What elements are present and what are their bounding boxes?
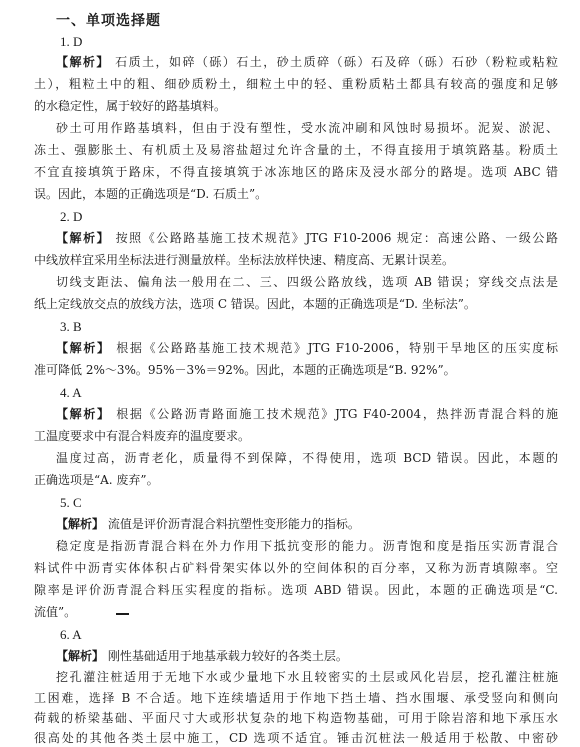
analysis-line: 料试件中沥青实体体积占矿料骨架实体以外的空间体积的百分率，又称为沥青填隙率。空 — [34, 561, 558, 575]
section-heading: 一、单项选择题 — [56, 13, 161, 29]
analysis-line: 误。因此，本题的正确选项是“D. 石质土”。 — [34, 187, 268, 201]
answer-number: 3. B — [60, 319, 82, 334]
analysis-line: 【解析】 根据《公路沥青路面施工技术规范》JTG F40-2004，热拌沥青混合料的施 — [56, 407, 558, 421]
analysis-line: 【解析】 石质土，如碎（砾）石土，砂土质碎（砾）石及碎（砾）石砂（粉粒或粘粒 — [56, 55, 558, 69]
answer-number: 2. D — [60, 209, 83, 224]
analysis-line: 很高处的其他各类土层中施工，CD 选项不适宜。锤击沉桩法一般适用于松散、中密砂 — [34, 731, 558, 745]
analysis-line: 【解析】 按照《公路路基施工技术规范》JTG F10-2006 规定：高速公路、一级公路 — [56, 231, 558, 245]
analysis-tag: 【解析】 — [56, 55, 110, 69]
analysis-tag: 【解析】 — [56, 407, 111, 421]
analysis-line: 准可降低 2%～3%。95%－3%＝92%。因此，本题的正确选项是“B. 92%”。 — [34, 363, 456, 377]
analysis-tag: 【解析】 — [56, 231, 111, 245]
analysis-line: 纸上定线放交点的放线方法，选项 C 错误。因此，本题的正确选项是“D. 坐标法”。 — [34, 297, 476, 311]
analysis-line: 荷载的桥梁基础、平面尺寸大或形状复杂的地下构造物基础，可用于除岩溶和地下承压水 — [34, 711, 558, 725]
analysis-line: 隙率是评价沥青混合料压实程度的指标。选项 ABD 错误。因此，本题的正确选项是“C. — [34, 583, 558, 597]
answer-number: 6. A — [60, 627, 82, 642]
analysis-tag: 【解析】 — [56, 517, 105, 531]
analysis-line: 的水稳定性，属于较好的路基填料。 — [34, 99, 227, 113]
analysis-line: 工温度要求中有混合料废弃的温度要求。 — [34, 429, 251, 443]
answer-number: 5. C — [60, 495, 82, 510]
analysis-tag: 【解析】 — [56, 649, 105, 663]
analysis-line: 流值”。 — [34, 605, 77, 619]
analysis-line: 工困难，选择 B 不合适。地下连续墙适用于作地下挡土墙、挡水围堰、承受竖向和侧向 — [34, 691, 558, 705]
analysis-line: 温度过高，沥青老化，质量得不到保障，不得使用，选项 BCD 错误。因此，本题的 — [56, 451, 558, 465]
analysis-line: 砂土可用作路基填料，但由于没有塑性，受水流冲刷和风蚀时易损坏。泥炭、淤泥、 — [56, 121, 558, 135]
analysis-line: 不宜直接填筑于路床，不得直接填筑于冰冻地区的路床及浸水部分的路堤。选项 ABC 错 — [34, 165, 558, 179]
stray-dash-mark — [116, 613, 129, 615]
analysis-line: 【解析】 流值是评价沥青混合料抗塑性变形能力的指标。 — [56, 517, 360, 531]
analysis-line: 【解析】 根据《公路路基施工技术规范》JTG F10-2006，特别干旱地区的压实度标 — [56, 341, 558, 355]
analysis-line: 冻土、强膨胀土、有机质土及易溶盐超过允许含量的土，不得直接用于填筑路基。粉质土 — [34, 143, 558, 157]
analysis-line: 土），粗粒土中的粗、细砂质粉土，细粒土中的轻、重粉质粘土都具有较高的强度和足够 — [34, 77, 558, 91]
analysis-line: 正确选项是“A. 废弃”。 — [34, 473, 159, 487]
analysis-tag: 【解析】 — [56, 341, 111, 355]
answer-number: 1. D — [60, 34, 83, 49]
analysis-line: 【解析】 刚性基础适用于地基承载力较好的各类土层。 — [56, 649, 348, 663]
analysis-line: 切线支距法、偏角法一般用在二、三、四级公路放线，选项 AB 错误；穿线交点法是 — [56, 275, 558, 289]
answer-number: 4. A — [60, 385, 82, 400]
analysis-line: 稳定度是指沥青混合料在外力作用下抵抗变形的能力。沥青饱和度是指压实沥青混合 — [56, 539, 558, 553]
analysis-line: 挖孔灌注桩适用于无地下水或少量地下水且较密实的土层或风化岩层，挖孔灌注桩施 — [56, 670, 558, 684]
analysis-line: 中线放样宜采用坐标法进行测量放样。坐标法放样快速、精度高、无累计误差。 — [34, 253, 455, 267]
